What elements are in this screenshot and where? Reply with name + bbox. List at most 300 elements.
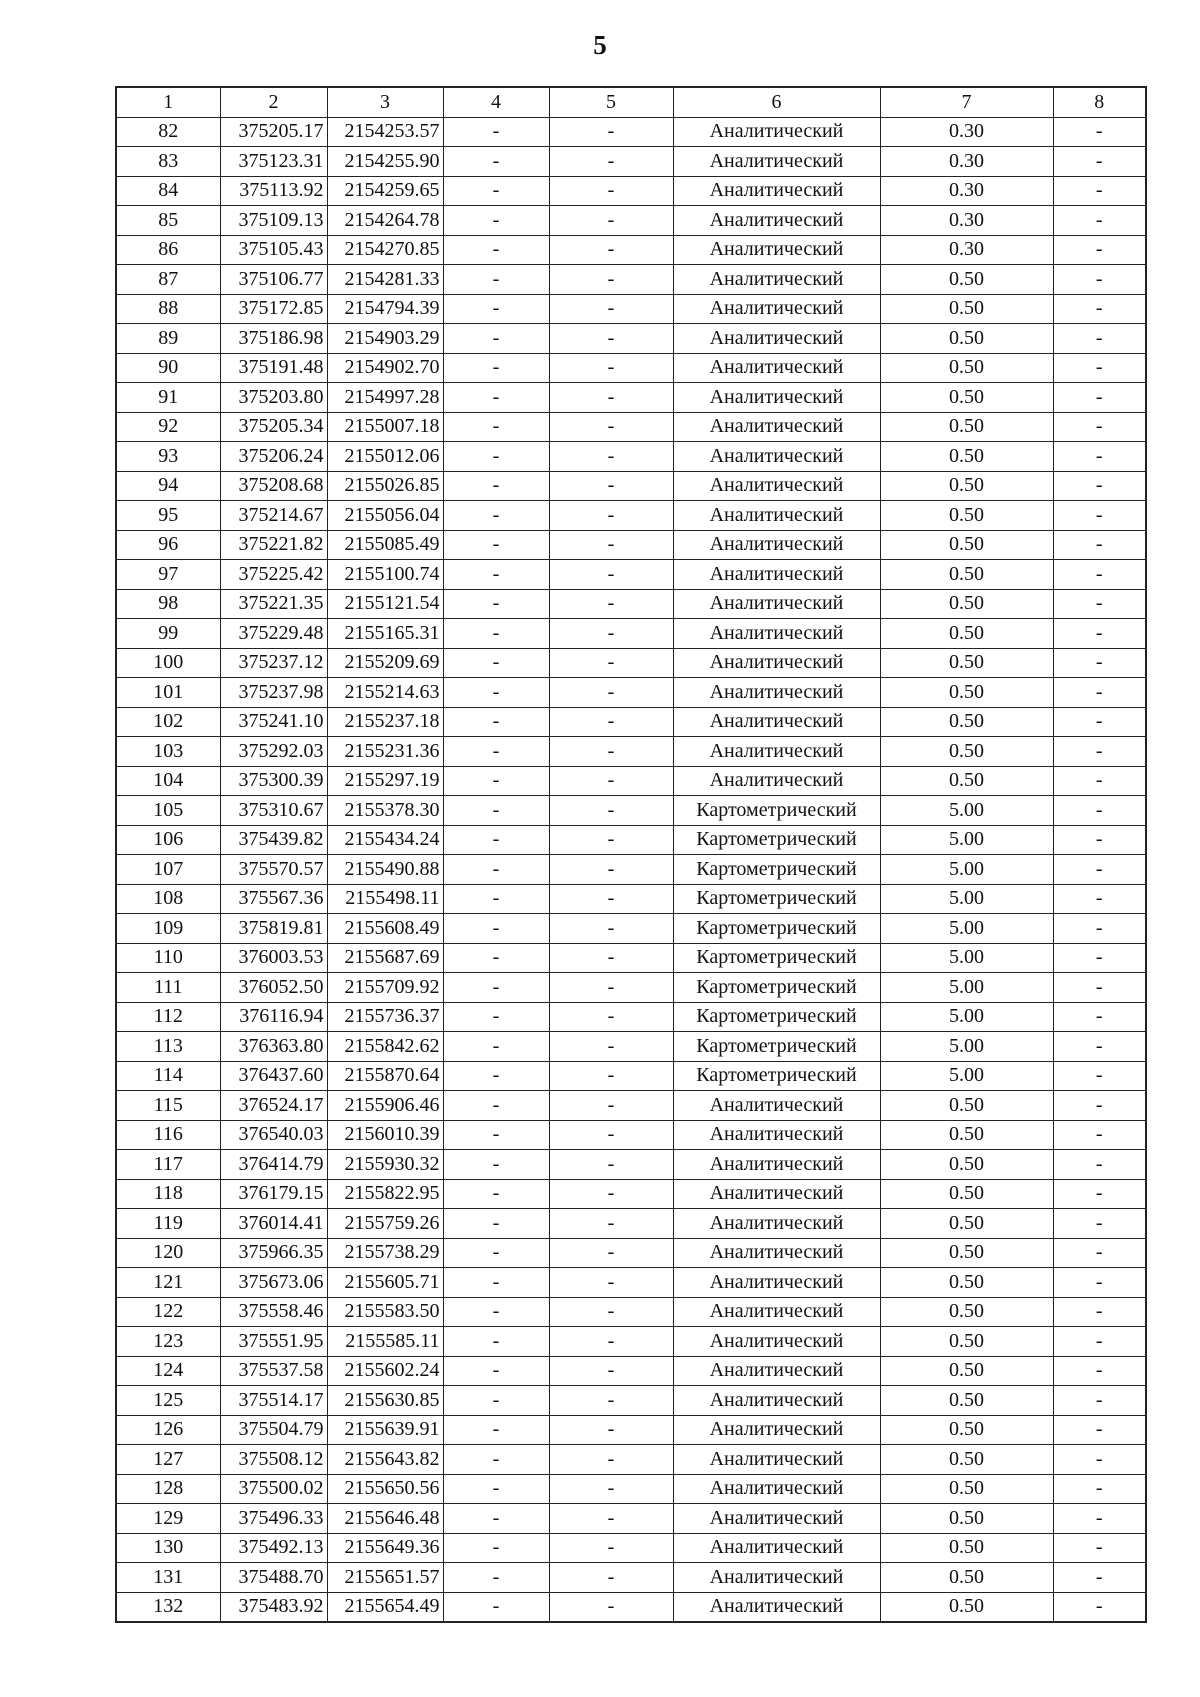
table-row: [116, 825, 1146, 855]
cell-point-number: 115: [116, 1091, 220, 1121]
header-cell: 1: [116, 87, 220, 117]
cell-col-8: -: [1053, 884, 1146, 914]
cell-coord-y: 2154270.85: [327, 235, 443, 265]
cell-col-5: -: [549, 678, 673, 708]
cell-col-5: -: [549, 855, 673, 885]
cell-accuracy: 0.30: [880, 235, 1053, 265]
cell-point-number: 102: [116, 707, 220, 737]
header-cell: 7: [880, 87, 1053, 117]
cell-accuracy: 5.00: [880, 825, 1053, 855]
table-row: [116, 147, 1146, 177]
cell-method: Аналитический: [673, 1120, 880, 1150]
cell-method: Аналитический: [673, 471, 880, 501]
cell-col-4: -: [443, 1533, 549, 1563]
cell-coord-y: 2155649.36: [327, 1533, 443, 1563]
cell-col-4: -: [443, 1563, 549, 1593]
cell-accuracy: 0.50: [880, 1238, 1053, 1268]
cell-coord-x: 375123.31: [220, 147, 327, 177]
cell-coord-y: 2155231.36: [327, 737, 443, 767]
cell-coord-x: 375673.06: [220, 1268, 327, 1298]
table-row: [116, 1386, 1146, 1416]
table-row: [116, 412, 1146, 442]
cell-col-8: -: [1053, 1061, 1146, 1091]
cell-point-number: 82: [116, 117, 220, 147]
cell-coord-x: 375439.82: [220, 825, 327, 855]
cell-accuracy: 0.50: [880, 1120, 1053, 1150]
cell-col-5: -: [549, 914, 673, 944]
cell-col-5: -: [549, 471, 673, 501]
cell-col-8: -: [1053, 766, 1146, 796]
cell-coord-y: 2155056.04: [327, 501, 443, 531]
cell-coord-y: 2155026.85: [327, 471, 443, 501]
cell-col-4: -: [443, 1120, 549, 1150]
cell-col-4: -: [443, 1415, 549, 1445]
cell-col-8: -: [1053, 1091, 1146, 1121]
cell-coord-x: 375558.46: [220, 1297, 327, 1327]
cell-col-8: -: [1053, 1150, 1146, 1180]
cell-col-8: -: [1053, 707, 1146, 737]
cell-coord-x: 376363.80: [220, 1032, 327, 1062]
cell-point-number: 89: [116, 324, 220, 354]
table-row: [116, 176, 1146, 206]
cell-point-number: 101: [116, 678, 220, 708]
cell-coord-x: 376540.03: [220, 1120, 327, 1150]
cell-method: Аналитический: [673, 1150, 880, 1180]
cell-col-8: -: [1053, 1268, 1146, 1298]
cell-col-8: -: [1053, 117, 1146, 147]
cell-method: Аналитический: [673, 1179, 880, 1209]
cell-accuracy: 0.50: [880, 1150, 1053, 1180]
cell-col-8: -: [1053, 530, 1146, 560]
table-row: [116, 501, 1146, 531]
cell-col-4: -: [443, 471, 549, 501]
cell-col-8: -: [1053, 1002, 1146, 1032]
cell-coord-x: 376524.17: [220, 1091, 327, 1121]
cell-col-5: -: [549, 1238, 673, 1268]
cell-col-8: -: [1053, 412, 1146, 442]
cell-point-number: 108: [116, 884, 220, 914]
cell-col-5: -: [549, 1120, 673, 1150]
cell-col-8: -: [1053, 796, 1146, 826]
cell-method: Аналитический: [673, 737, 880, 767]
cell-point-number: 125: [116, 1386, 220, 1416]
table-row: [116, 678, 1146, 708]
cell-col-4: -: [443, 206, 549, 236]
cell-col-4: -: [443, 619, 549, 649]
cell-accuracy: 0.50: [880, 1445, 1053, 1475]
table-row: [116, 648, 1146, 678]
cell-point-number: 98: [116, 589, 220, 619]
cell-method: Аналитический: [673, 1268, 880, 1298]
cell-coord-y: 2155297.19: [327, 766, 443, 796]
cell-col-4: -: [443, 560, 549, 590]
cell-col-4: -: [443, 1592, 549, 1622]
cell-col-5: -: [549, 1415, 673, 1445]
cell-point-number: 107: [116, 855, 220, 885]
cell-method: Картометрический: [673, 914, 880, 944]
cell-method: Картометрический: [673, 943, 880, 973]
table-row: [116, 1297, 1146, 1327]
table-row: [116, 442, 1146, 472]
cell-col-5: -: [549, 1356, 673, 1386]
cell-point-number: 113: [116, 1032, 220, 1062]
cell-point-number: 106: [116, 825, 220, 855]
cell-col-5: -: [549, 1563, 673, 1593]
cell-col-4: -: [443, 412, 549, 442]
cell-accuracy: 5.00: [880, 973, 1053, 1003]
cell-coord-x: 375551.95: [220, 1327, 327, 1357]
cell-coord-y: 2155643.82: [327, 1445, 443, 1475]
cell-method: Аналитический: [673, 176, 880, 206]
cell-coord-x: 375191.48: [220, 353, 327, 383]
cell-col-8: -: [1053, 973, 1146, 1003]
cell-coord-x: 376179.15: [220, 1179, 327, 1209]
cell-accuracy: 0.50: [880, 1356, 1053, 1386]
table-row: [116, 1209, 1146, 1239]
cell-coord-x: 375237.98: [220, 678, 327, 708]
cell-coord-y: 2155498.11: [327, 884, 443, 914]
cell-coord-y: 2154264.78: [327, 206, 443, 236]
cell-method: Аналитический: [673, 265, 880, 295]
cell-method: Аналитический: [673, 1592, 880, 1622]
cell-coord-y: 2156010.39: [327, 1120, 443, 1150]
table-row: [116, 383, 1146, 413]
cell-col-5: -: [549, 707, 673, 737]
cell-col-8: -: [1053, 855, 1146, 885]
cell-point-number: 127: [116, 1445, 220, 1475]
cell-col-4: -: [443, 176, 549, 206]
cell-col-4: -: [443, 914, 549, 944]
cell-accuracy: 0.50: [880, 1474, 1053, 1504]
cell-coord-y: 2155100.74: [327, 560, 443, 590]
cell-col-5: -: [549, 383, 673, 413]
cell-coord-y: 2155490.88: [327, 855, 443, 885]
table-row: [116, 265, 1146, 295]
cell-method: Картометрический: [673, 973, 880, 1003]
cell-accuracy: 0.50: [880, 501, 1053, 531]
cell-point-number: 91: [116, 383, 220, 413]
cell-col-8: -: [1053, 206, 1146, 236]
cell-col-4: -: [443, 1209, 549, 1239]
cell-accuracy: 0.50: [880, 1327, 1053, 1357]
cell-accuracy: 0.50: [880, 1592, 1053, 1622]
table-row: [116, 619, 1146, 649]
cell-method: Аналитический: [673, 1327, 880, 1357]
cell-coord-x: 375508.12: [220, 1445, 327, 1475]
cell-col-8: -: [1053, 294, 1146, 324]
table-row: [116, 1327, 1146, 1357]
cell-accuracy: 0.50: [880, 1386, 1053, 1416]
cell-accuracy: 0.50: [880, 471, 1053, 501]
cell-accuracy: 0.30: [880, 206, 1053, 236]
cell-point-number: 94: [116, 471, 220, 501]
cell-coord-y: 2155007.18: [327, 412, 443, 442]
cell-method: Картометрический: [673, 796, 880, 826]
cell-point-number: 119: [116, 1209, 220, 1239]
cell-method: Аналитический: [673, 1445, 880, 1475]
cell-point-number: 117: [116, 1150, 220, 1180]
cell-coord-y: 2154902.70: [327, 353, 443, 383]
cell-accuracy: 5.00: [880, 1061, 1053, 1091]
cell-accuracy: 0.50: [880, 1563, 1053, 1593]
cell-coord-y: 2155930.32: [327, 1150, 443, 1180]
table-row: [116, 1179, 1146, 1209]
cell-col-4: -: [443, 1356, 549, 1386]
cell-coord-x: 375567.36: [220, 884, 327, 914]
cell-coord-x: 375504.79: [220, 1415, 327, 1445]
cell-method: Картометрический: [673, 1032, 880, 1062]
cell-point-number: 100: [116, 648, 220, 678]
cell-coord-y: 2154903.29: [327, 324, 443, 354]
cell-col-8: -: [1053, 383, 1146, 413]
cell-col-8: -: [1053, 176, 1146, 206]
cell-point-number: 95: [116, 501, 220, 531]
cell-col-8: -: [1053, 353, 1146, 383]
cell-col-4: -: [443, 766, 549, 796]
cell-col-5: -: [549, 1297, 673, 1327]
cell-method: Картометрический: [673, 855, 880, 885]
cell-coord-x: 375225.42: [220, 560, 327, 590]
header-cell: 5: [549, 87, 673, 117]
cell-col-4: -: [443, 324, 549, 354]
cell-point-number: 85: [116, 206, 220, 236]
cell-point-number: 121: [116, 1268, 220, 1298]
cell-col-4: -: [443, 1002, 549, 1032]
cell-col-5: -: [549, 1474, 673, 1504]
cell-point-number: 128: [116, 1474, 220, 1504]
cell-coord-y: 2155639.91: [327, 1415, 443, 1445]
cell-accuracy: 0.50: [880, 324, 1053, 354]
cell-col-8: -: [1053, 1327, 1146, 1357]
cell-col-5: -: [549, 648, 673, 678]
cell-method: Аналитический: [673, 648, 880, 678]
table-row: [116, 1563, 1146, 1593]
cell-coord-y: 2154259.65: [327, 176, 443, 206]
cell-point-number: 105: [116, 796, 220, 826]
cell-coord-y: 2155906.46: [327, 1091, 443, 1121]
cell-col-5: -: [549, 973, 673, 1003]
cell-coord-y: 2155709.92: [327, 973, 443, 1003]
cell-method: Аналитический: [673, 353, 880, 383]
cell-col-5: -: [549, 766, 673, 796]
cell-coord-x: 375819.81: [220, 914, 327, 944]
cell-col-8: -: [1053, 589, 1146, 619]
table-row: [116, 1533, 1146, 1563]
cell-coord-x: 375300.39: [220, 766, 327, 796]
cell-coord-y: 2155736.37: [327, 1002, 443, 1032]
cell-point-number: 103: [116, 737, 220, 767]
cell-coord-x: 376014.41: [220, 1209, 327, 1239]
table-row: [116, 1032, 1146, 1062]
table-row: [116, 560, 1146, 590]
cell-coord-y: 2155870.64: [327, 1061, 443, 1091]
cell-point-number: 114: [116, 1061, 220, 1091]
table-row: [116, 324, 1146, 354]
cell-coord-x: 375241.10: [220, 707, 327, 737]
cell-accuracy: 0.30: [880, 117, 1053, 147]
cell-coord-y: 2155121.54: [327, 589, 443, 619]
table-row: [116, 766, 1146, 796]
table-body: [116, 117, 1146, 1622]
cell-coord-y: 2155651.57: [327, 1563, 443, 1593]
cell-method: Аналитический: [673, 324, 880, 354]
cell-accuracy: 0.50: [880, 619, 1053, 649]
cell-method: Аналитический: [673, 1356, 880, 1386]
cell-col-5: -: [549, 1209, 673, 1239]
cell-coord-x: 375492.13: [220, 1533, 327, 1563]
cell-point-number: 126: [116, 1415, 220, 1445]
cell-method: Аналитический: [673, 235, 880, 265]
table-row: [116, 796, 1146, 826]
cell-col-8: -: [1053, 1474, 1146, 1504]
cell-accuracy: 5.00: [880, 914, 1053, 944]
cell-point-number: 109: [116, 914, 220, 944]
table-row: [116, 1061, 1146, 1091]
cell-method: Аналитический: [673, 1533, 880, 1563]
cell-method: Аналитический: [673, 117, 880, 147]
cell-coord-x: 376116.94: [220, 1002, 327, 1032]
cell-point-number: 92: [116, 412, 220, 442]
cell-coord-x: 375292.03: [220, 737, 327, 767]
cell-method: Аналитический: [673, 619, 880, 649]
cell-col-8: -: [1053, 737, 1146, 767]
cell-method: Аналитический: [673, 1238, 880, 1268]
cell-col-5: -: [549, 1091, 673, 1121]
cell-accuracy: 5.00: [880, 1002, 1053, 1032]
cell-col-8: -: [1053, 324, 1146, 354]
cell-accuracy: 0.50: [880, 1504, 1053, 1534]
cell-coord-y: 2155237.18: [327, 707, 443, 737]
cell-col-5: -: [549, 1061, 673, 1091]
table-row: [116, 294, 1146, 324]
cell-col-8: -: [1053, 1032, 1146, 1062]
cell-col-4: -: [443, 943, 549, 973]
header-cell: 2: [220, 87, 327, 117]
cell-method: Аналитический: [673, 1504, 880, 1534]
cell-col-8: -: [1053, 235, 1146, 265]
cell-col-4: -: [443, 1297, 549, 1327]
cell-col-5: -: [549, 235, 673, 265]
cell-coord-y: 2155630.85: [327, 1386, 443, 1416]
cell-point-number: 87: [116, 265, 220, 295]
cell-method: Картометрический: [673, 884, 880, 914]
cell-coord-y: 2155585.11: [327, 1327, 443, 1357]
cell-col-5: -: [549, 412, 673, 442]
cell-col-5: -: [549, 589, 673, 619]
cell-coord-y: 2155646.48: [327, 1504, 443, 1534]
cell-method: Аналитический: [673, 1209, 880, 1239]
cell-point-number: 116: [116, 1120, 220, 1150]
cell-col-8: -: [1053, 1592, 1146, 1622]
table-row: [116, 1356, 1146, 1386]
table-header: [116, 87, 1146, 117]
cell-coord-x: 375186.98: [220, 324, 327, 354]
cell-col-8: -: [1053, 147, 1146, 177]
cell-coord-y: 2154794.39: [327, 294, 443, 324]
header-cell: 6: [673, 87, 880, 117]
cell-col-8: -: [1053, 1415, 1146, 1445]
cell-col-4: -: [443, 265, 549, 295]
cell-accuracy: 0.50: [880, 560, 1053, 590]
header-cell: 3: [327, 87, 443, 117]
header-cell: 8: [1053, 87, 1146, 117]
cell-col-4: -: [443, 884, 549, 914]
cell-point-number: 88: [116, 294, 220, 324]
cell-point-number: 131: [116, 1563, 220, 1593]
cell-point-number: 97: [116, 560, 220, 590]
cell-coord-x: 375514.17: [220, 1386, 327, 1416]
cell-coord-x: 375106.77: [220, 265, 327, 295]
cell-col-5: -: [549, 737, 673, 767]
cell-col-4: -: [443, 796, 549, 826]
cell-col-8: -: [1053, 1504, 1146, 1534]
cell-point-number: 99: [116, 619, 220, 649]
cell-method: Аналитический: [673, 589, 880, 619]
cell-accuracy: 5.00: [880, 943, 1053, 973]
cell-coord-x: 375203.80: [220, 383, 327, 413]
table-row: [116, 973, 1146, 1003]
cell-method: Аналитический: [673, 1297, 880, 1327]
cell-col-8: -: [1053, 1563, 1146, 1593]
cell-col-4: -: [443, 294, 549, 324]
cell-coord-x: 375488.70: [220, 1563, 327, 1593]
cell-coord-x: 375221.82: [220, 530, 327, 560]
cell-col-4: -: [443, 530, 549, 560]
cell-col-5: -: [549, 442, 673, 472]
cell-col-4: -: [443, 855, 549, 885]
cell-col-5: -: [549, 1032, 673, 1062]
table-row: [116, 737, 1146, 767]
header-row: [116, 87, 1146, 117]
cell-accuracy: 0.50: [880, 589, 1053, 619]
cell-method: Картометрический: [673, 1061, 880, 1091]
cell-coord-y: 2155583.50: [327, 1297, 443, 1327]
cell-method: Аналитический: [673, 707, 880, 737]
cell-coord-y: 2155608.49: [327, 914, 443, 944]
cell-point-number: 132: [116, 1592, 220, 1622]
table-row: [116, 914, 1146, 944]
cell-coord-x: 375537.58: [220, 1356, 327, 1386]
cell-coord-x: 375205.34: [220, 412, 327, 442]
cell-point-number: 90: [116, 353, 220, 383]
cell-coord-y: 2155687.69: [327, 943, 443, 973]
cell-col-5: -: [549, 560, 673, 590]
cell-accuracy: 0.50: [880, 1533, 1053, 1563]
cell-coord-y: 2155434.24: [327, 825, 443, 855]
cell-method: Картометрический: [673, 1002, 880, 1032]
cell-col-8: -: [1053, 619, 1146, 649]
cell-col-4: -: [443, 147, 549, 177]
cell-col-4: -: [443, 1268, 549, 1298]
cell-col-4: -: [443, 383, 549, 413]
cell-method: Аналитический: [673, 294, 880, 324]
cell-method: Аналитический: [673, 412, 880, 442]
cell-point-number: 123: [116, 1327, 220, 1357]
table-row: [116, 1474, 1146, 1504]
cell-col-5: -: [549, 1445, 673, 1475]
cell-col-8: -: [1053, 1533, 1146, 1563]
cell-col-8: -: [1053, 501, 1146, 531]
cell-coord-x: 375172.85: [220, 294, 327, 324]
cell-point-number: 93: [116, 442, 220, 472]
table-row: [116, 206, 1146, 236]
cell-coord-x: 375310.67: [220, 796, 327, 826]
cell-accuracy: 5.00: [880, 884, 1053, 914]
cell-coord-x: 375496.33: [220, 1504, 327, 1534]
cell-coord-y: 2155650.56: [327, 1474, 443, 1504]
cell-method: Аналитический: [673, 560, 880, 590]
cell-method: Аналитический: [673, 1386, 880, 1416]
